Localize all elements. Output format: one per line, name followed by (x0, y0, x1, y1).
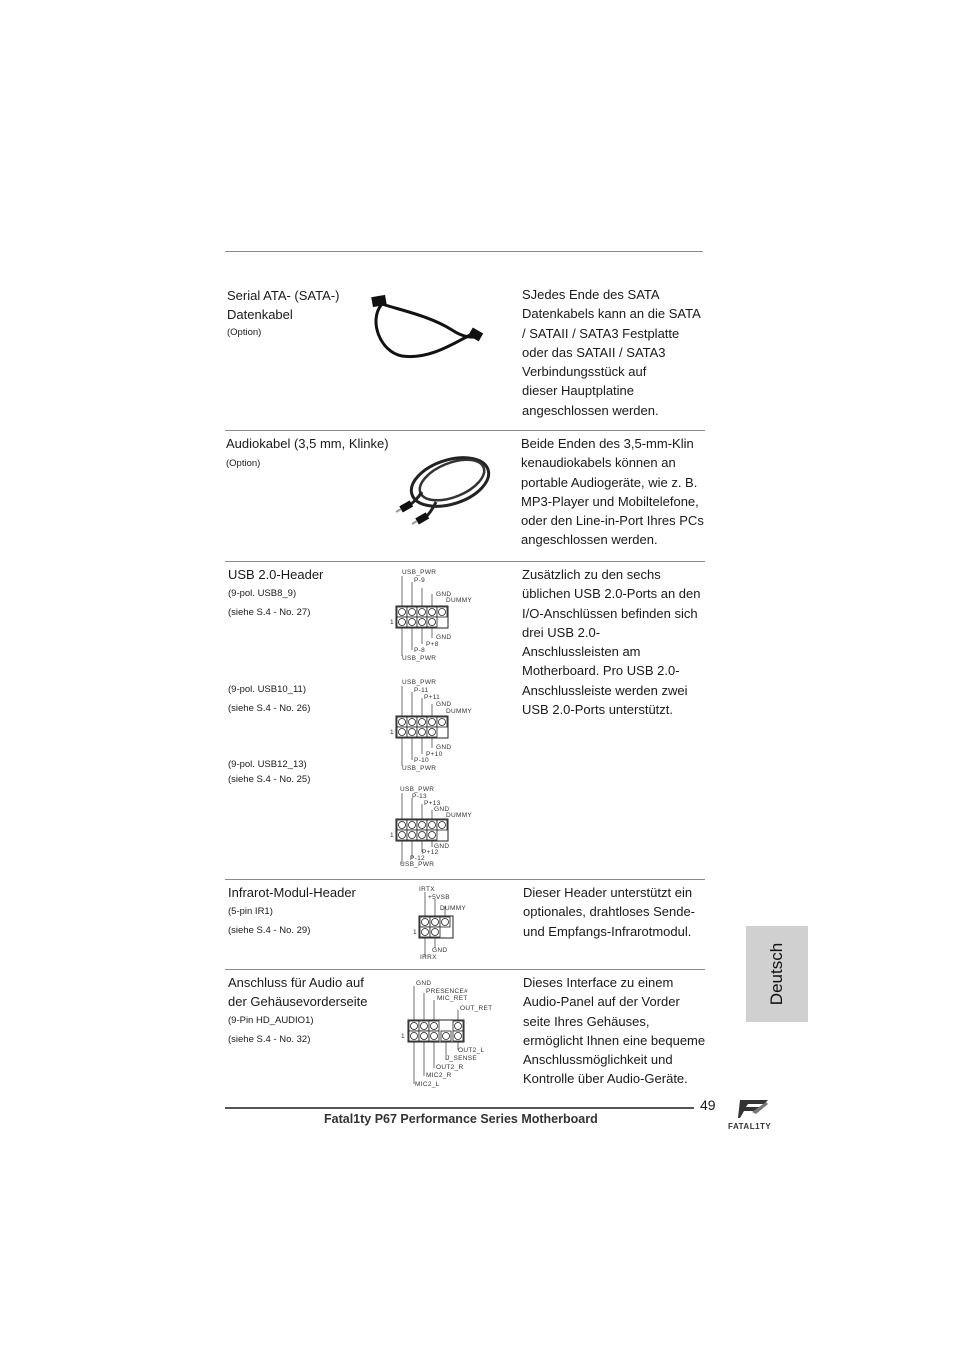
sata-option: (Option) (227, 327, 262, 338)
section-divider (225, 430, 705, 431)
section-divider (225, 969, 705, 970)
usb-desc-line: USB 2.0-Ports unterstützt. (522, 702, 674, 718)
ir-header-diagram (412, 884, 482, 962)
page-number: 49 (700, 1097, 716, 1113)
pin-label: P-10 (414, 757, 429, 764)
sata-desc-line: oder das SATAII / SATA3 (522, 344, 666, 360)
hd-audio-desc-line: seite Ihres Gehäuses, (523, 1013, 650, 1029)
hd-audio-description (523, 973, 713, 1089)
pin-label: P+10 (426, 751, 443, 758)
fatal1ty-logo-mark (738, 1098, 770, 1120)
pin-label: OUT_RET (460, 1005, 493, 1012)
audio-cable-description (521, 434, 711, 550)
usb-title: USB 2.0-Header (228, 567, 324, 582)
pin-label: MIC2_L (415, 1081, 440, 1088)
pin-label: GND (434, 806, 450, 813)
pin-label: 1 (390, 832, 394, 839)
language-tab (746, 926, 808, 1022)
hd-audio-desc-line: ermöglicht Ihnen eine bequeme (523, 1032, 706, 1048)
section-divider (225, 561, 705, 562)
sata-desc-line: angeschlossen werden. (522, 402, 659, 418)
usb-header3-diagram (390, 785, 490, 871)
pin-label: GND (432, 947, 448, 954)
pin-label: USB_PWR (402, 569, 437, 576)
hd-audio-pin: (9-Pin HD_AUDIO1) (228, 1015, 314, 1026)
hd-audio-ref: (siehe S.4 - No. 32) (228, 1034, 311, 1045)
hd-audio-title (228, 973, 367, 1011)
pin-label: USB_PWR (400, 861, 435, 868)
pin-label: 1 (390, 729, 394, 736)
usb-header2-pins (390, 678, 490, 774)
pin-label: USB_PWR (402, 655, 437, 662)
pin-label: IRRX (420, 954, 437, 961)
pin-label: P+12 (422, 849, 439, 856)
audio-desc-line: portable Audiogeräte, wie z. B. (521, 474, 698, 490)
pin-label: 1 (413, 929, 417, 936)
audio-cable-image (392, 448, 496, 534)
ir-pin: (5-pin IR1) (228, 906, 273, 917)
audio-cable-title: Audiokabel (3,5 mm, Klinke) (226, 436, 389, 451)
pin-label: OUT2_L (458, 1047, 485, 1054)
usb-header3-pins (390, 785, 490, 871)
usb-header1-diagram (390, 568, 490, 664)
usb-description (522, 565, 712, 719)
usb-header3-name: (9-pol. USB12_13) (228, 759, 307, 770)
pin-label: P-9 (414, 577, 426, 584)
sata-desc-line: Verbindungsstück auf (522, 364, 647, 380)
usb-desc-line: Anschlussleisten am (522, 644, 641, 660)
usb-header1-pins (390, 568, 490, 664)
pin-label: P-11 (414, 687, 429, 694)
pin-label: DUMMY (446, 708, 473, 715)
pin-label: DUMMY (446, 597, 473, 604)
ir-title: Infrarot-Modul-Header (228, 885, 356, 900)
sata-cable-image (360, 290, 500, 370)
language-tab-label: Deutsch (767, 942, 786, 1006)
fatal1ty-logo (728, 1098, 784, 1138)
pin-label: MIC2_R (426, 1072, 452, 1079)
pin-label: J_SENSE (446, 1055, 478, 1062)
audio-desc-line: kenaudiokabels können an (521, 455, 676, 471)
hd-audio-title-line: Anschluss für Audio auf (228, 975, 364, 990)
audio-desc-line: Beide Enden des 3,5-mm-Klin (521, 436, 694, 451)
ir-description (523, 883, 713, 941)
pin-label: PRESENCE# (426, 988, 469, 995)
pin-label: P+8 (426, 641, 439, 648)
usb-desc-line: üblichen USB 2.0-Ports an den (522, 586, 701, 602)
audio-desc-line: MP3-Player und Mobiltelefone, (521, 493, 699, 509)
pin-label: P-13 (412, 793, 427, 800)
sata-title (227, 286, 339, 324)
usb-header1-name: (9-pol. USB8_9) (228, 588, 297, 599)
pin-label: P-12 (410, 855, 425, 862)
pin-label: USB_PWR (402, 679, 437, 686)
pin-label: P+13 (424, 800, 441, 807)
audio-cable-option: (Option) (226, 458, 261, 469)
hd-audio-desc-line: Anschlussmöglichkeit und (523, 1052, 673, 1068)
pin-label: USB_PWR (400, 786, 435, 793)
section-divider (225, 879, 705, 880)
pin-label: DUMMY (446, 812, 473, 819)
ir-ref: (siehe S.4 - No. 29) (228, 925, 311, 936)
audio-desc-line: angeschlossen werden. (521, 532, 658, 548)
pin-label: USB_PWR (402, 765, 437, 772)
pin-label: GND (436, 634, 452, 641)
usb-desc-line: I/O-Anschlüssen befinden sich (522, 605, 698, 621)
usb-desc-line: Anschlussleiste werden zwei (522, 682, 688, 698)
sata-title-line: Datenkabel (227, 307, 293, 322)
sata-desc-line: / SATAII / SATA3 Festplatte (522, 325, 680, 341)
usb-desc-line: Zusätzlich zu den sechs (522, 567, 661, 582)
fatal1ty-logo-text: FATAL1TY (728, 1122, 772, 1131)
ir-desc-line: optionales, drahtloses Sende- (523, 904, 696, 920)
sata-desc-line: SJedes Ende des SATA (522, 287, 660, 302)
usb-header2-diagram (390, 678, 490, 774)
hd-audio-desc-line: Dieses Interface zu einem (523, 975, 674, 990)
footer-title: Fatal1ty P67 Performance Series Motherboard (324, 1112, 598, 1126)
pin-label: 1 (401, 1033, 405, 1040)
footer-rule (225, 1107, 694, 1109)
sata-description (522, 285, 712, 420)
pin-label: GND (436, 744, 452, 751)
usb-header3-ref: (siehe S.4 - No. 25) (228, 774, 311, 785)
hd-audio-desc-line: Audio-Panel auf der Vorder (523, 994, 680, 1010)
sata-title-line: Serial ATA- (SATA-) (227, 288, 340, 303)
pin-label: P-8 (414, 647, 426, 654)
usb-header2-name: (9-pol. USB10_11) (228, 684, 306, 695)
ir-desc-line: und Empfangs-Infrarotmodul. (523, 923, 692, 939)
sata-desc-line: Datenkabels kann an die SATA (522, 306, 701, 322)
pin-label: 1 (390, 619, 394, 626)
pin-label: GND (436, 591, 452, 598)
hd-audio-header-diagram (400, 978, 500, 1090)
pin-label: OUT2_R (436, 1064, 464, 1071)
pin-label: MIC_RET (437, 995, 468, 1002)
pin-label: GND (436, 701, 452, 708)
top-rule (225, 251, 703, 252)
usb-desc-line: Motherboard. Pro USB 2.0- (522, 663, 680, 679)
pin-label: GND (416, 980, 432, 987)
pin-label: +5VSB (428, 894, 450, 901)
hd-audio-desc-line: Kontrolle über Audio-Geräte. (523, 1071, 688, 1087)
pin-label: GND (434, 843, 450, 850)
hd-audio-title-line: der Gehäusevorderseite (228, 994, 368, 1009)
usb-header2-ref: (siehe S.4 - No. 26) (228, 703, 311, 714)
pin-label: IRTX (419, 886, 435, 893)
pin-label: P+11 (424, 694, 441, 701)
usb-header1-ref: (siehe S.4 - No. 27) (228, 607, 311, 618)
sata-desc-line: dieser Hauptplatine (522, 383, 635, 399)
audio-desc-line: oder den Line-in-Port Ihres PCs (521, 513, 704, 529)
ir-desc-line: Dieser Header unterstützt ein (523, 885, 693, 900)
usb-desc-line: drei USB 2.0- (522, 624, 601, 640)
pin-label: DUMMY (440, 905, 467, 912)
